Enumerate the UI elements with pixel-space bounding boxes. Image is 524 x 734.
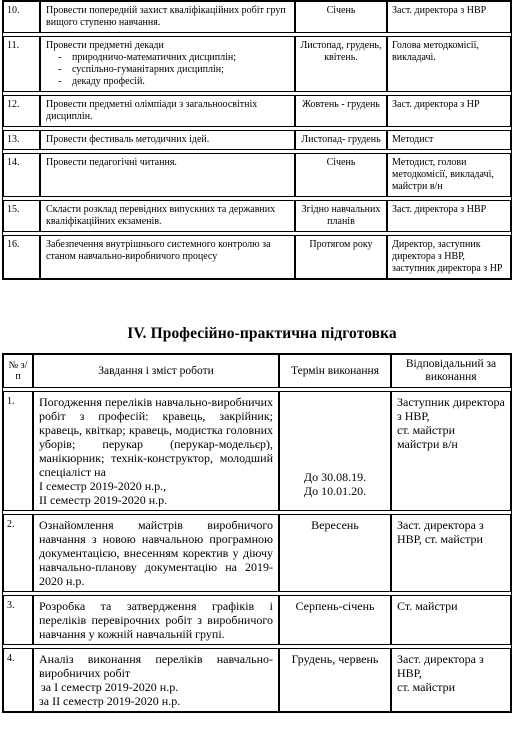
table-row xyxy=(3,130,511,150)
responsible-cell: Голова методкомісії, викладачі. xyxy=(387,36,511,92)
task-cell: Провести предметні олімпіади з загальноосвітніх дисциплін. xyxy=(40,95,295,127)
responsible-cell xyxy=(391,595,511,645)
task-line: Аналіз виконання переліків навчально-виробничих робіт xyxy=(39,652,273,680)
term-line: Вересень xyxy=(311,518,359,532)
events-table-continued xyxy=(2,0,512,280)
table-row xyxy=(3,36,511,92)
table-row xyxy=(3,391,511,511)
responsible-cell: Заст. директора з НР xyxy=(387,95,511,127)
task-cell: Забезпечення внутрішнього системного контролю за станом навчально-виробничого процесу xyxy=(40,235,295,279)
row-number: 3. xyxy=(3,595,33,645)
task-cell: Провести педагогічні читання. xyxy=(40,153,295,197)
responsible-line: Заступник директора з НВР, xyxy=(397,395,505,423)
term-cell: Січень xyxy=(295,153,387,197)
task-line: II семестр 2019-2020 н.р. xyxy=(39,493,168,507)
table-header-row xyxy=(3,354,511,388)
task-line: Ознайомлення майстрів виробничого навчання з новою навчальною програмною документацією, внесенням коректив у діючу навчально-планову документацію на 2019-2020 н.р. xyxy=(39,518,273,588)
responsible-cell xyxy=(391,514,511,592)
responsible-cell: Методист xyxy=(387,130,511,150)
list-item: - природничо-математичних дисциплін; xyxy=(58,52,289,64)
table-row xyxy=(3,595,511,645)
term-line: Серпень-січень xyxy=(295,599,375,613)
row-number: 13. xyxy=(3,130,40,150)
term-cell: Жовтень - грудень xyxy=(295,95,387,127)
table-row xyxy=(3,648,511,712)
task-line: I семестр 2019-2020 н.р., xyxy=(39,479,167,493)
responsible-line: Ст. майстри xyxy=(397,599,458,613)
row-number: 11. xyxy=(3,36,40,92)
row-number: 15. xyxy=(3,200,40,232)
responsible-cell xyxy=(391,648,511,712)
task-cell: Скласти розклад перевідних випускних та державних кваліфікаційних екзаменів. xyxy=(40,200,295,232)
responsible-line: ст. майстри xyxy=(397,680,456,694)
table-row xyxy=(3,153,511,197)
row-number: 2. xyxy=(3,514,33,592)
list-item: - суспільно-гуманітарних дисциплін; xyxy=(58,64,289,76)
task-cell: Провести фестиваль методичних ідей. xyxy=(40,130,295,150)
row-number: 12. xyxy=(3,95,40,127)
term-line: До 30.08.19. xyxy=(303,470,367,484)
term-cell xyxy=(279,595,391,645)
task-line: за II семестр 2019-2020 н.р. xyxy=(39,694,181,708)
task-cell xyxy=(40,36,295,92)
term-cell xyxy=(279,391,391,511)
header-term: Термін виконання xyxy=(279,354,391,388)
header-number: № з/п xyxy=(3,354,33,388)
table-row xyxy=(3,235,511,279)
responsible-cell: Методист, голови методкомісії, викладачі, майстри в/н xyxy=(387,153,511,197)
table-row xyxy=(3,95,511,127)
task-cell xyxy=(33,391,279,511)
subitem-list xyxy=(46,52,289,88)
row-number: 10. xyxy=(3,1,40,33)
table-row xyxy=(3,200,511,232)
responsible-line: майстри в/н xyxy=(397,437,458,451)
task-cell xyxy=(33,514,279,592)
responsible-cell xyxy=(391,391,511,511)
responsible-cell: Заст. директора з НВР xyxy=(387,200,511,232)
responsible-cell: Заст. директора з НВР xyxy=(387,1,511,33)
list-item: - декаду професій. xyxy=(58,76,289,88)
term-line: Грудень, червень xyxy=(291,652,379,666)
term-cell: Січень xyxy=(295,1,387,33)
practical-training-table xyxy=(2,353,512,713)
term-cell xyxy=(279,514,391,592)
term-line: До 10.01.20. xyxy=(303,484,367,498)
term-cell: Протягом року xyxy=(295,235,387,279)
task-line: Розробка та затвердження графіків і переліків перевірочних робіт з виробничого навчання у кожній навчальній групі. xyxy=(39,599,273,641)
task-line: за I семестр 2019-2020 н.р. xyxy=(41,680,179,694)
term-cell xyxy=(279,648,391,712)
task-cell: Провести попередній захист кваліфікаційних робіт груп вищого ступеню навчання. xyxy=(40,1,295,33)
task-text: Провести предметні декади xyxy=(46,40,164,51)
task-cell xyxy=(33,648,279,712)
task-line: Погодження переліків навчально-виробничих робіт з професій: кравець, закрійник; кравець, квіткар; кравець, модистка головних уборів; перукар (перукар-модельєр), манікюрник; технік-конструктор, молодший спеціаліст на xyxy=(39,395,273,479)
header-task: Завдання і зміст роботи xyxy=(33,354,279,388)
row-number: 1. xyxy=(3,391,33,511)
table-row xyxy=(3,1,511,33)
row-number: 4. xyxy=(3,648,33,712)
term-cell: Листопад- грудень xyxy=(295,130,387,150)
responsible-line: Заст. директора з НВР, ст. майстри xyxy=(397,518,484,546)
row-number: 16. xyxy=(3,235,40,279)
term-cell: Листопад, грудень, квітень. xyxy=(295,36,387,92)
responsible-cell: Директор, заступник директора з НВР, заступник директора з НР xyxy=(387,235,511,279)
row-number: 14. xyxy=(3,153,40,197)
table-row xyxy=(3,514,511,592)
header-responsible: Відповідальний за виконання xyxy=(391,354,511,388)
task-cell xyxy=(33,595,279,645)
section-title: IV. Професійно-практична підготовка xyxy=(127,325,397,342)
responsible-line: ст. майстри xyxy=(397,423,456,437)
responsible-line: Заст. директора з НВР, xyxy=(397,652,484,680)
term-cell: Згідно навчальних планів xyxy=(295,200,387,232)
